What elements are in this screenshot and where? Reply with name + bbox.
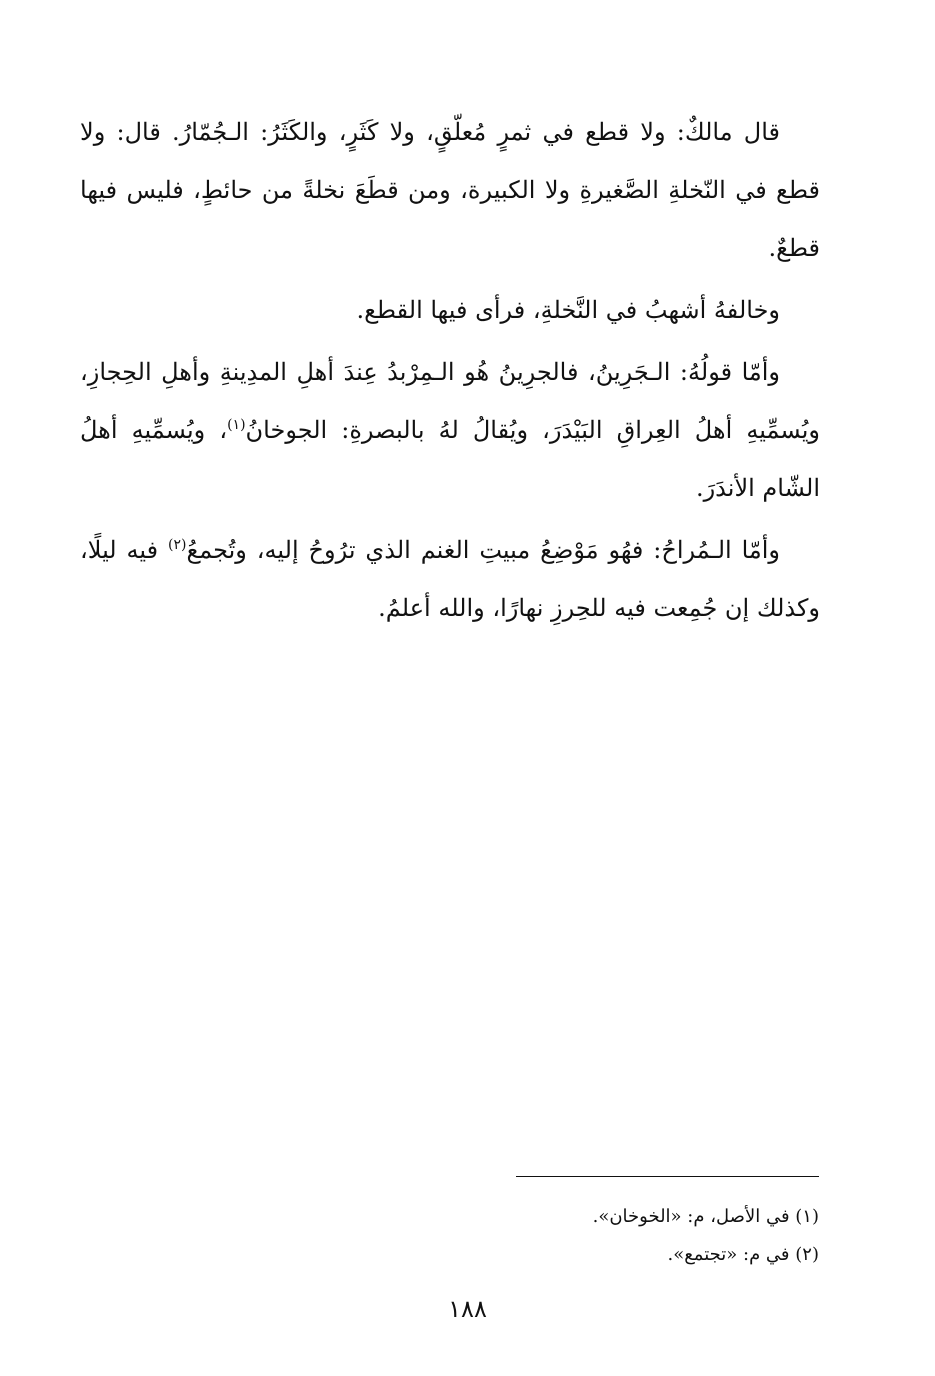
paragraph-malik <box>80 103 820 277</box>
main-text <box>80 103 820 641</box>
paragraph-text-continued: ، ويُسمِّيهِ أهلُ الشّام الأندَرَ. <box>80 416 820 502</box>
paragraph-ashhab <box>80 281 820 339</box>
footnote-2: (٢) في م: «تجتمع». <box>667 1244 819 1265</box>
page-number: ١٨٨ <box>448 1295 487 1323</box>
paragraph-murah <box>80 521 820 637</box>
footnote-divider <box>516 1176 819 1177</box>
footnote-ref-1[interactable]: (١) <box>227 417 246 433</box>
paragraph-jarin <box>80 343 820 517</box>
paragraph-text: وخالفهُ أشهبُ في النَّخلةِ، فرأى فيها القطع. <box>356 296 780 324</box>
footnote-ref-2[interactable]: (٢) <box>168 537 187 553</box>
paragraph-text-continued: فيه ليلًا، وكذلك إن جُمِعت فيه للحِرزِ نهارًا، والله أعلمُ. <box>80 536 820 622</box>
paragraph-text: وأمّا الـمُراحُ: فهُو مَوْضِعُ مبيتِ الغنم الذي ترُوحُ إليه، وتُجمعُ <box>186 536 781 564</box>
paragraph-text: قال مالكٌ: ولا قطع في ثمرٍ مُعلّقٍ، ولا كَثَرٍ، والكَثَرُ: الـجُمّارُ. قال: ولا قطع في النّخلةِ الصَّغيرةِ ولا الكبيرة، ومن قطَعَ نخلةً من حائطٍ، فليس فيها قطعٌ. <box>80 118 820 262</box>
footnotes <box>480 1198 819 1274</box>
footnote-1: (١) في الأصل، م: «الخوخان». <box>592 1206 819 1227</box>
paragraph-text: وأمّا قولُهُ: الـجَرِينُ، فالجرِينُ هُو الـمِرْبدُ عِندَ أهلِ المدِينةِ وأهلِ الحِجازِ، ويُسمِّيهِ أهلُ العِراقِ البَيْدَرَ، ويُقالُ لهُ بالبصرةِ: الجوخانُ <box>80 358 820 444</box>
